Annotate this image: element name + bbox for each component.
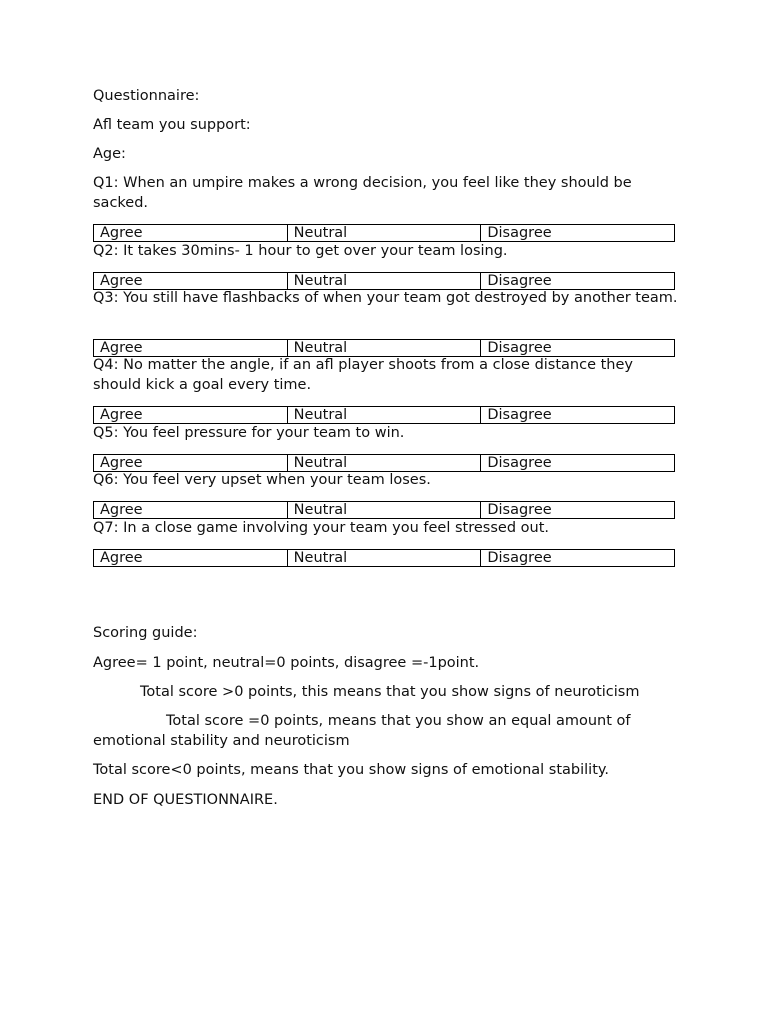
option-neutral-q1[interactable]: Neutral bbox=[287, 225, 481, 241]
option-disagree-q3[interactable]: Disagree bbox=[480, 340, 674, 356]
question-2: Q2: It takes 30mins- 1 hour to get over your team losing. bbox=[93, 243, 508, 259]
scoring-negative: Total score<0 points, means that you show signs of emotional stability. bbox=[93, 762, 610, 778]
option-disagree-q5[interactable]: Disagree bbox=[480, 455, 674, 471]
scoring-points: Agree= 1 point, neutral=0 points, disagree =-1point. bbox=[93, 655, 480, 671]
option-neutral-q4[interactable]: Neutral bbox=[287, 407, 481, 423]
option-neutral-q2[interactable]: Neutral bbox=[287, 273, 481, 289]
question-7: Q7: In a close game involving your team you feel stressed out. bbox=[93, 520, 549, 536]
age-prompt: Age: bbox=[93, 146, 126, 162]
option-disagree-q1[interactable]: Disagree bbox=[480, 225, 674, 241]
scoring-zero: Total score =0 points, means that you show an equal amount of emotional stability and neuroticism bbox=[93, 713, 631, 749]
answer-row-q6 bbox=[93, 501, 675, 519]
option-disagree-q2[interactable]: Disagree bbox=[480, 273, 674, 289]
option-agree-q3[interactable]: Agree bbox=[100, 340, 143, 356]
answer-row-q7 bbox=[93, 549, 675, 567]
answer-row-q3 bbox=[93, 339, 675, 357]
option-agree-q7[interactable]: Agree bbox=[100, 550, 143, 566]
scoring-positive: Total score >0 points, this means that you show signs of neuroticism bbox=[140, 684, 640, 700]
questionnaire-title: Questionnaire: bbox=[93, 88, 200, 104]
question-3: Q3: You still have flashbacks of when your team got destroyed by another team. bbox=[93, 290, 678, 306]
option-disagree-q6[interactable]: Disagree bbox=[480, 502, 674, 518]
question-5: Q5: You feel pressure for your team to win. bbox=[93, 425, 405, 441]
option-disagree-q7[interactable]: Disagree bbox=[480, 550, 674, 566]
option-agree-q4[interactable]: Agree bbox=[100, 407, 143, 423]
team-prompt: Afl team you support: bbox=[93, 117, 251, 133]
option-agree-q2[interactable]: Agree bbox=[100, 273, 143, 289]
option-neutral-q6[interactable]: Neutral bbox=[287, 502, 481, 518]
answer-row-q1 bbox=[93, 224, 675, 242]
question-6: Q6: You feel very upset when your team loses. bbox=[93, 472, 431, 488]
option-agree-q5[interactable]: Agree bbox=[100, 455, 143, 471]
answer-row-q5 bbox=[93, 454, 675, 472]
option-neutral-q3[interactable]: Neutral bbox=[287, 340, 481, 356]
scoring-heading: Scoring guide: bbox=[93, 625, 198, 641]
option-neutral-q7[interactable]: Neutral bbox=[287, 550, 481, 566]
option-agree-q1[interactable]: Agree bbox=[100, 225, 143, 241]
end-text: END OF QUESTIONNAIRE. bbox=[93, 792, 278, 808]
option-neutral-q5[interactable]: Neutral bbox=[287, 455, 481, 471]
question-1: Q1: When an umpire makes a wrong decision, you feel like they should be sacked. bbox=[93, 175, 632, 211]
option-disagree-q4[interactable]: Disagree bbox=[480, 407, 674, 423]
question-4: Q4: No matter the angle, if an afl player shoots from a close distance they should kick a goal every time. bbox=[93, 357, 633, 393]
answer-row-q2 bbox=[93, 272, 675, 290]
option-agree-q6[interactable]: Agree bbox=[100, 502, 143, 518]
answer-row-q4 bbox=[93, 406, 675, 424]
